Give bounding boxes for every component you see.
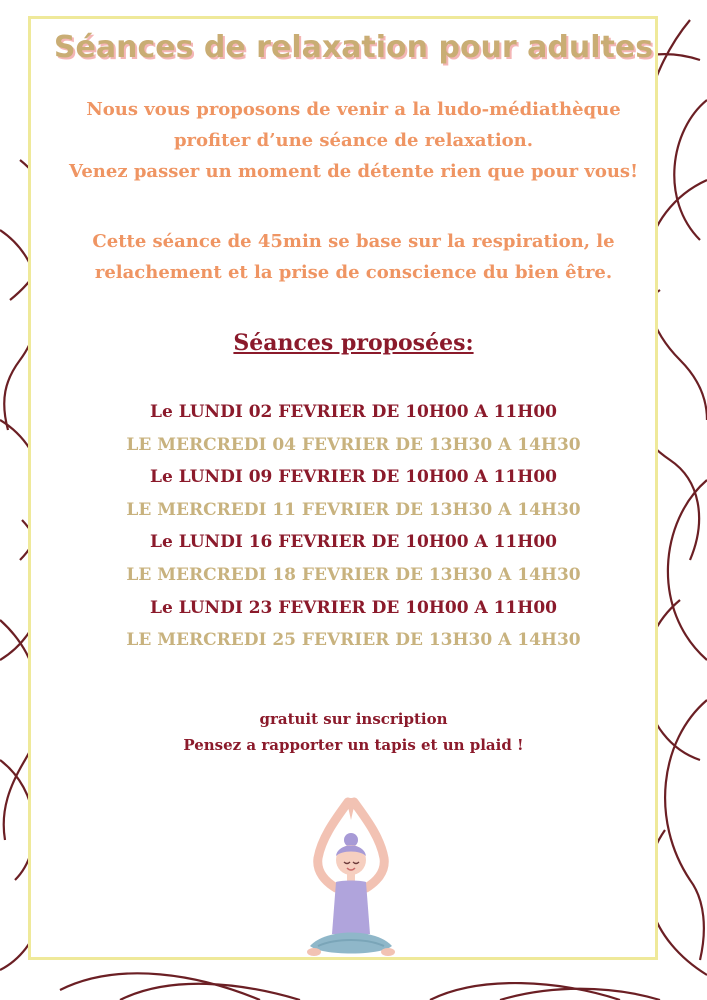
session-item: LE MERCREDI 18 FEVRIER DE 13H30 A 14H30 [126,564,581,585]
page-title: Séances de relaxation pour adultes [53,30,654,65]
session-item: LE MERCREDI 11 FEVRIER DE 13H30 A 14H30 [126,499,581,520]
sessions-heading: Séances proposées: [233,330,474,356]
description-line: relachement et la prise de conscience du bien être. [94,262,613,283]
session-item: LE MERCREDI 25 FEVRIER DE 13H30 A 14H30 [126,630,581,651]
description-line: Cette séance de 45min se base sur la respiration, le [92,231,615,252]
session-item: Le LUNDI 09 FEVRIER DE 10H00 A 11H00 [150,467,557,488]
description-paragraph [40,226,667,288]
bring-mat-note: Pensez a rapporter un tapis et un plaid ! [183,736,524,754]
session-item: Le LUNDI 16 FEVRIER DE 10H00 A 11H00 [150,532,557,553]
intro-line: profiter d’une séance de relaxation. [173,130,534,151]
intro-paragraph [40,94,667,187]
session-item: Le LUNDI 02 FEVRIER DE 10H00 A 11H00 [150,402,557,422]
yoga-woman-illustration [296,796,406,966]
free-registration-note: gratuit sur inscription [259,710,448,728]
session-item: LE MERCREDI 04 FEVRIER DE 13H30 A 14H30 [126,434,581,455]
session-item: Le LUNDI 23 FEVRIER DE 10H00 A 11H00 [150,597,557,618]
sessions-list [0,396,707,657]
intro-line: Nous vous proposons de venir a la ludo-médiathèque [86,99,621,120]
intro-line: Venez passer un moment de détente rien que pour vous! [69,161,638,182]
